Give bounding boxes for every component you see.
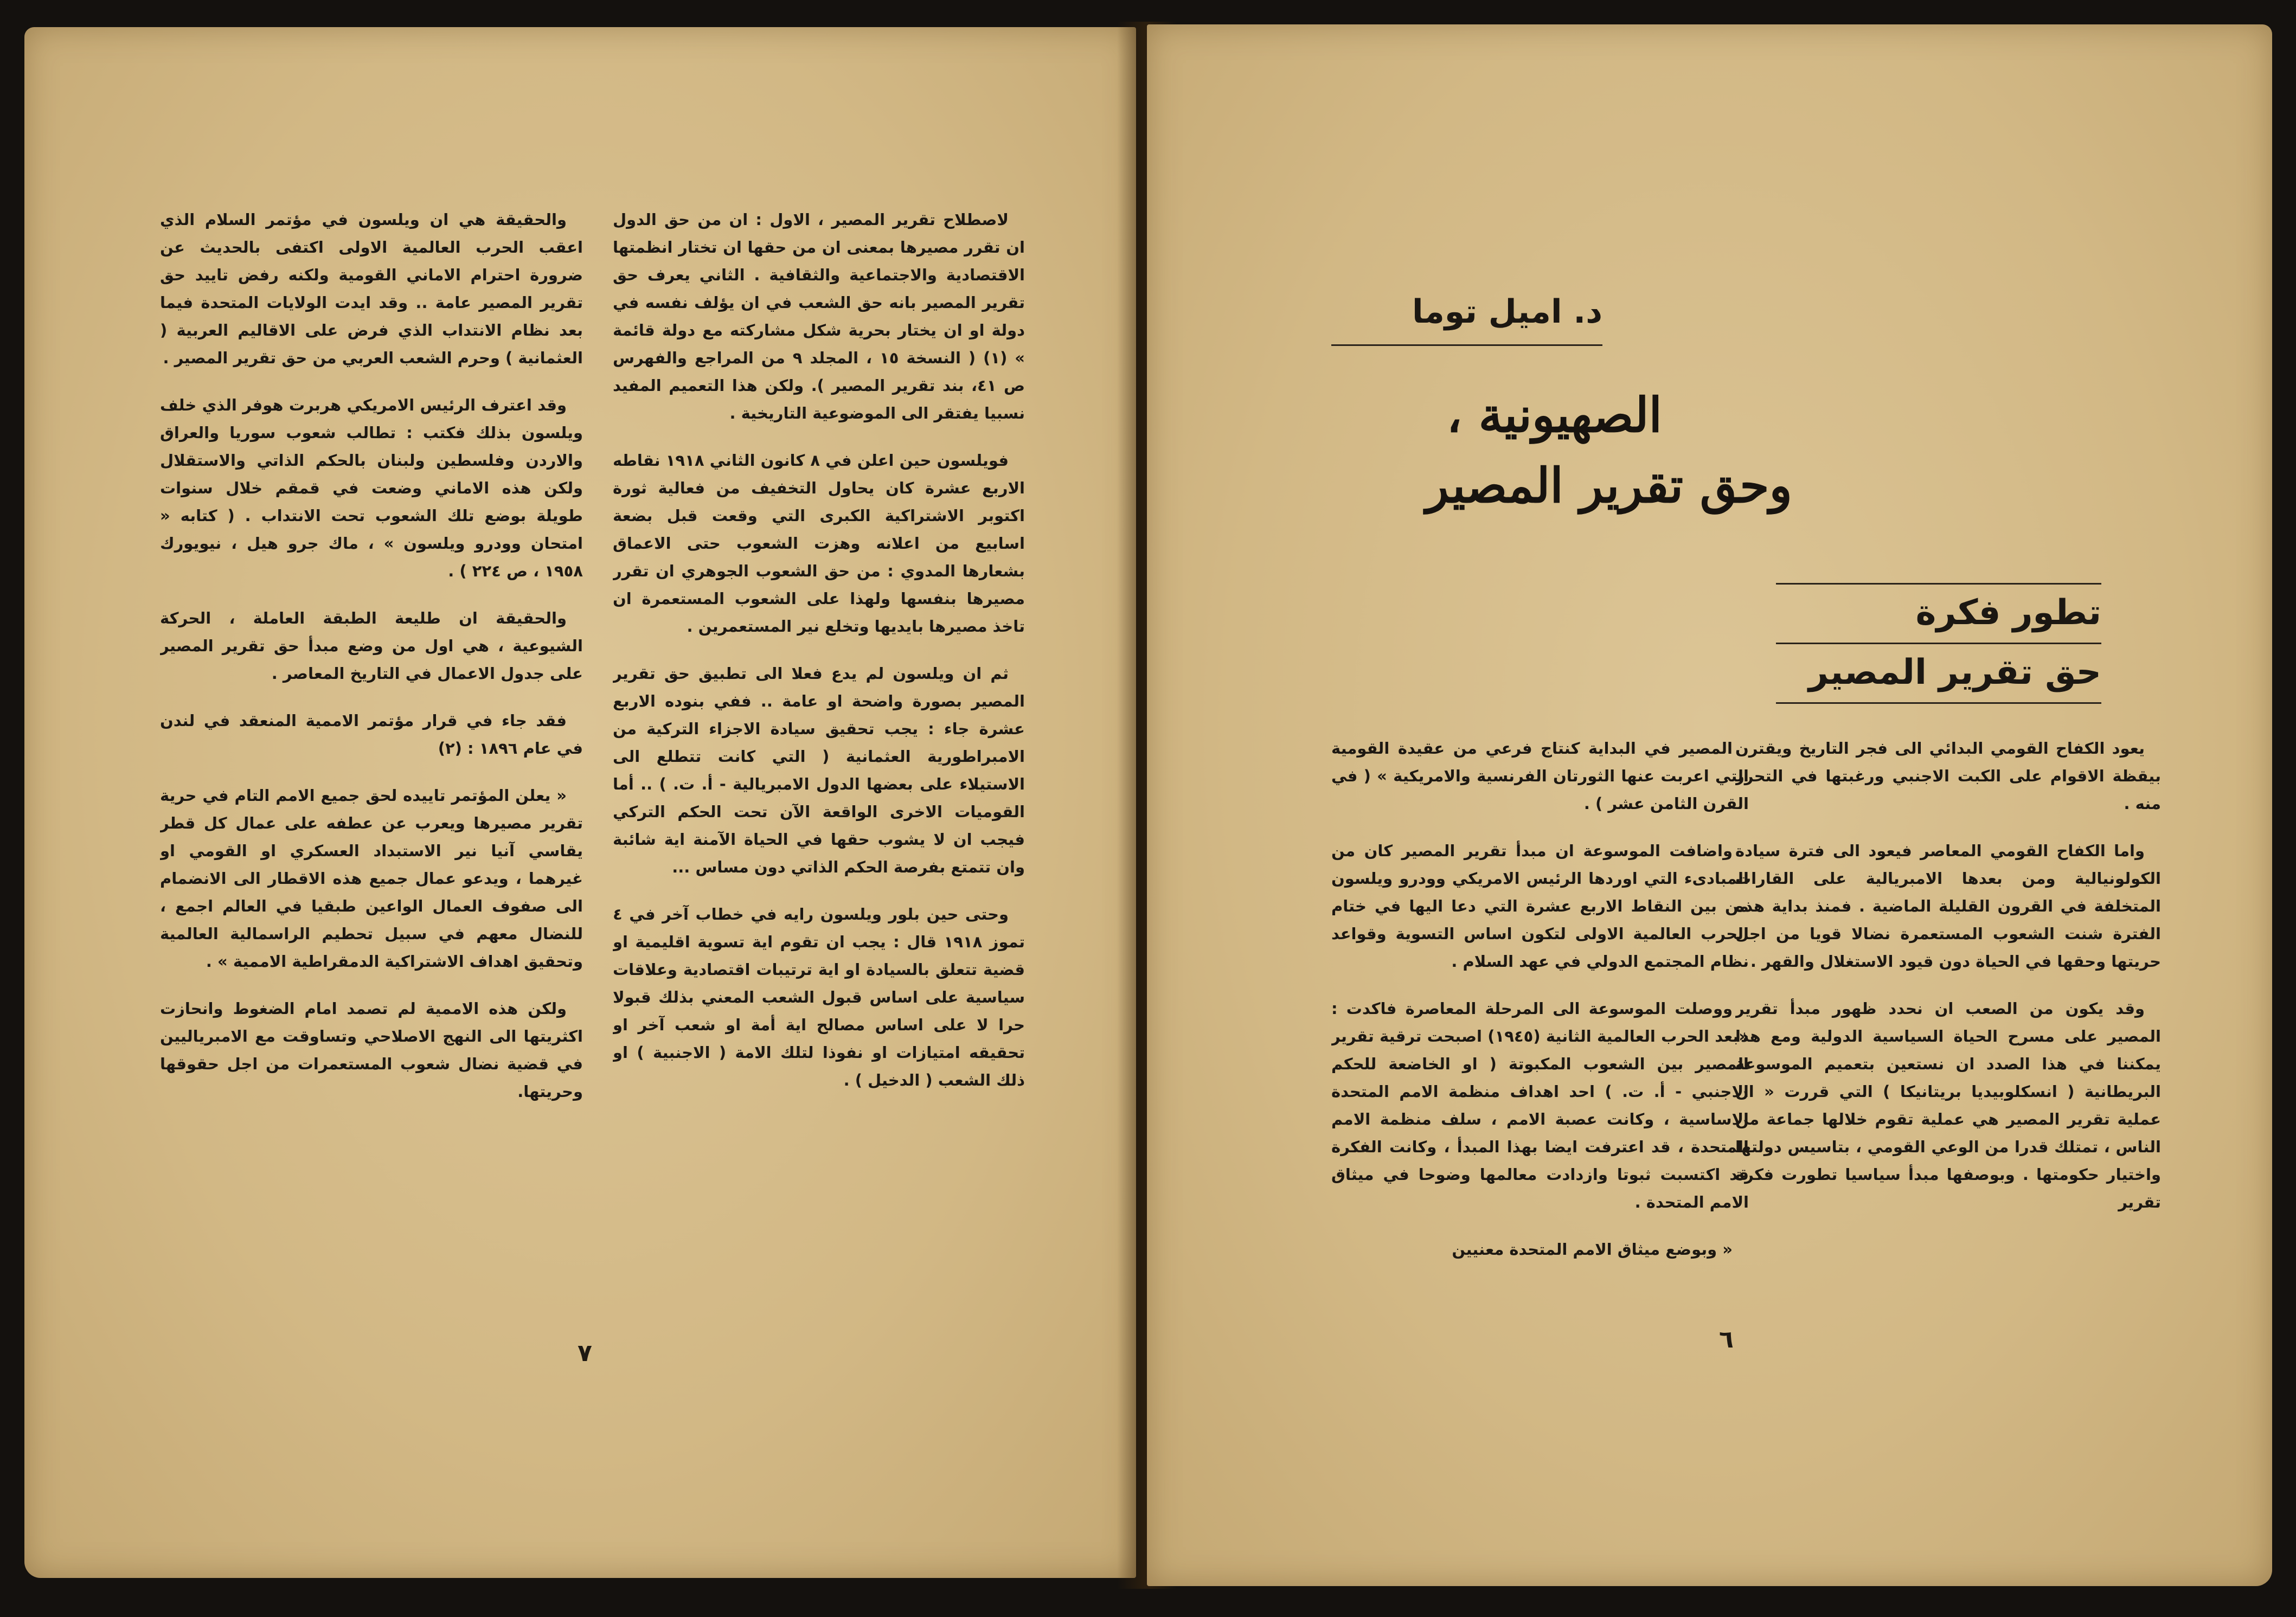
paragraph: وقد اعترف الرئيس الامريكي هربرت هوفر الذي خلف ويلسون بذلك فكتب : تطالب شعوب سوريا والعراق والاردن وفلسطين ولبنان بالحكم الذاتي والاستقلال ولكن هذه الاماني وضعت في قمقم خلال سنوات طويلة بوضع تلك الشعوب تحت الانتداب . ( كتابه « امتحان وودرو ويلسون » ، ماك جرو هيل ، نيويورك ١٩٥٨ ، ص ٢٢٤ ) . (160, 396, 583, 580)
author-name: د. اميل توما (1412, 293, 1602, 331)
page-number: ٧ (578, 1339, 592, 1367)
paragraph: وحتى حين بلور ويلسون رايه في خطاب آخر في ٤ تموز ١٩١٨ قال : يجب ان تقوم اية تسوية اقليمية او قضية تتعلق بالسيادة او اية ترتيبات اقتصادية وعلاقات سياسية على اساس قبول الشعب المعني بذلك قبولا حرا لا على اساس مصالح اية أمة او شعب آخر او تحقيقه امتيازات او نفوذا لتلك الامة ( الاجنبية ) او ذلك الشعب ( الدخيل ) . (613, 905, 1025, 1089)
paragraph: « يعلن المؤتمر تاييده لحق جميع الامم التام في حرية تقرير مصيرها ويعرب عن عطفه على عمال كل قطر يقاسي آنيا نير الاستبداد العسكري او القومي او غيرهما ، ويدعو عمال جميع هذه الاقطار الى الانضمام الى صفوف العمال الواعين طبقيا في العالم اجمع ، للنضال معهم في سبيل تحطيم الراسمالية العالمية وتحقيق اهداف الاشتراكية الدمقراطية الاممية » . (160, 786, 583, 971)
left-page-column-right (613, 206, 1025, 1366)
paragraph: ولكن هذه الاممية لم تصمد امام الضغوط وانحازت اكثريتها الى النهج الاصلاحي وتساوقت مع الامبرياليين في قضية نضال شعوب المستعمرات من اجل حقوقها وحريتها. (160, 999, 583, 1101)
right-page-column-left (1331, 735, 1749, 1350)
left-page (24, 27, 1136, 1578)
paragraph: ثم ان ويلسون لم يدع فعلا الى تطبيق حق تقرير المصير بصورة واضحة او عامة .. ففي بنوده الاربع عشرة جاء : يجب تحقيق سيادة الاجزاء التركية من الامبراطورية العثمانية ( التي كانت تتطلع الى الاستيلاء على بعضها الدول الامبريالية - أ. ت. ) .. أما القوميات الاخرى الواقعة الآن تحت الحكم التركي فيجب ان لا يشوب حقها في الحياة الآمنة اية شائبة وان تتمتع بفرصة الحكم الذاتي دون مساس ... (613, 664, 1025, 876)
page-number: ٦ (1719, 1326, 1734, 1353)
paragraph: يعود الكفاح القومي البدائي الى فجر التاريخ ويقترن بيقظة الاقوام على الكبت الاجنبي ورغبتها في التحرر منه . (1735, 739, 2161, 813)
paragraph: المصير في البداية كنتاج فرعي من عقيدة القومية التي اعربت عنها الثورتان الفرنسية والامريكية » ( في القرن الثامن عشر ) . (1331, 739, 1749, 813)
right-page-column-right (1735, 735, 2161, 1350)
section-bottom-rule (1776, 702, 2101, 704)
paragraph: فويلسون حين اعلن في ٨ كانون الثاني ١٩١٨ نقاطه الاربع عشرة كان يحاول التخفيف من فعالية ثورة اكتوبر الاشتراكية الكبرى التي وقعت قبل بضعة اسابيع من اعلانه وهزت الشعوب حتى الاعماق بشعارها المدوي : من حق الشعوب الجوهري ان تقرر مصيرها بنفسها ولهذا على الشعوب المستعمرة ان تاخذ مصيرها بايديها وتخلع نير المستعمرين . (613, 451, 1025, 636)
section-top-rule (1776, 583, 2101, 585)
section-middle-rule (1776, 643, 2101, 644)
section-title-line-2: حق تقرير المصير (1808, 652, 2101, 692)
paragraph: وقد يكون من الصعب ان نحدد ظهور مبدأ تقرير المصير على مسرح الحياة السياسية الدولية ومع هذا يمكننا في هذا الصدد ان نستعين بتعميم الموسوعة البريطانية ( انسكلوبيديا بريتانيكا ) التي قررت « ان عملية تقرير المصير هي عملية تقوم خلالها جماعة من الناس ، تمتلك قدرا من الوعي القومي ، بتاسيس دولتها واختيار حكومتها . وبوصفها مبدأ سياسيا تطورت فكرة تقرير (1735, 999, 2161, 1211)
left-page-column-left (160, 206, 583, 1366)
paragraph: والحقيقة هي ان ويلسون في مؤتمر السلام الذي اعقب الحرب العالمية الاولى اكتفى بالحديث عن ضرورة احترام الاماني القومية ولكنه رفض تاييد حق تقرير المصير عامة .. وقد ايدت الولايات المتحدة فيما بعد نظام الانتداب الذي فرض على الاقاليم العربية ( العثمانية ) وحرم الشعب العربي من حق تقرير المصير . (160, 210, 583, 367)
paragraph: واضافت الموسوعة ان مبدأ تقرير المصير كان من المبادىء التي اوردها الرئيس الامريكي وودرو ويلسون من بين النقاط الاربع عشرة التي دعا اليها في ختام الحرب العالمية الاولى لتكون اساس التسوية وقواعد نظام المجتمع الدولي في عهد السلام . (1331, 842, 1749, 971)
paragraph: « وبوضع ميثاق الامم المتحدة معنيين (1452, 1240, 1733, 1259)
right-page (1147, 24, 2272, 1586)
paragraph: فقد جاء في قرار مؤتمر الاممية المنعقد في لندن في عام ١٨٩٦ : (٢) (160, 711, 583, 758)
section-title-line-1: تطور فكرة (1915, 593, 2101, 633)
article-title-line-2: وحق تقرير المصير (1426, 457, 1792, 514)
paragraph: لاصطلاح تقرير المصير ، الاول : ان من حق الدول ان تقرر مصيرها بمعنى ان من حقها ان تختار انظمتها الاقتصادية والاجتماعية والثقافية . الثاني يعرف حق تقرير المصير بانه حق الشعب في ان يؤلف نفسه في دولة او ان يختار بحرية شكل مشاركته مع دولة قائمة » (١) ( النسخة ١٥ ، المجلد ٩ من المراجع والفهرس ص ٤١، بند تقرير المصير ). ولكن هذا التعميم المفيد نسبيا يفتقر الى الموضوعية التاريخية . (613, 210, 1025, 422)
article-title-line-1: الصهيونية ، (1446, 387, 1662, 443)
paragraph: واما الكفاح القومي المعاصر فيعود الى فترة سيادة الكولونيالية ومن بعدها الامبريالية على القارات المتخلفة في القرون القليلة الماضية . فمنذ بداية هذه الفترة شنت الشعوب المستعمرة نضالا قويا من اجل حريتها وحقها في الحياة دون قيود الاستغلال والقهر . (1735, 842, 2161, 971)
paragraph: ووصلت الموسوعة الى المرحلة المعاصرة فاكدت : «بعد الحرب العالمية الثانية (١٩٤٥) اصبحت ترقية تقرير المصير بين الشعوب المكبوتة ( او الخاضعة للحكم الاجنبي - أ. ت. ) احد اهداف منظمة الامم المتحدة الاساسية ، وكانت عصبة الامم ، سلف منظمة الامم المتحدة ، قد اعترفت ايضا بهذا المبدأ ، وكانت الفكرة قد اكتسبت ثبوتا وازدادت معالمها وضوحا في ميثاق الامم المتحدة . (1331, 999, 1749, 1211)
paragraph: والحقيقة ان طليعة الطبقة العاملة ، الحركة الشيوعية ، هي اول من وضع مبدأ حق تقرير المصير على جدول الاعمال في التاريخ المعاصر . (160, 609, 583, 683)
author-rule (1331, 344, 1602, 346)
